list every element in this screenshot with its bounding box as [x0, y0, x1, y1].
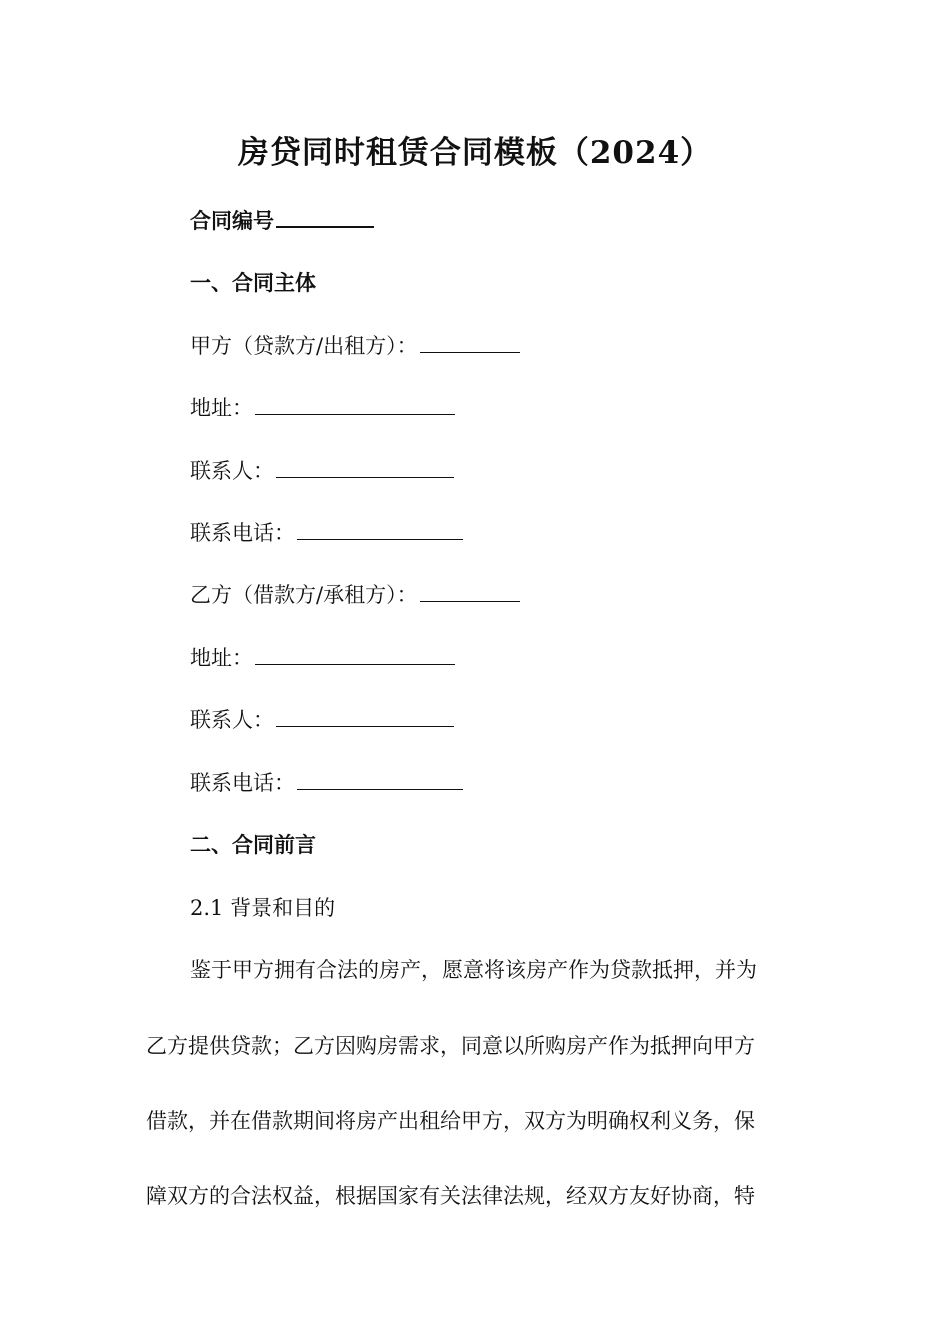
party-a-phone-blank[interactable]: [297, 519, 463, 540]
party-a-contact-blank[interactable]: [276, 457, 454, 478]
preamble-line-3: 借款，并在借款期间将房产出租给甲方，双方为明确权利义务，保: [146, 1109, 755, 1133]
party-b-contact-label: 联系人：: [190, 708, 274, 732]
contract-number-line: [190, 206, 374, 236]
party-b-address-line: [190, 643, 455, 673]
party-a-phone-line: [190, 518, 463, 548]
party-b-contact-blank[interactable]: [276, 706, 454, 727]
party-a-label: 甲方（贷款方/出租方）：: [190, 334, 418, 358]
party-b-label: 乙方（借款方/承租方）：: [190, 583, 418, 607]
party-a-contact-line: [190, 456, 454, 486]
preamble-line-2: 乙方提供贷款；乙方因购房需求，同意以所购房产作为抵押向甲方: [146, 1034, 755, 1058]
party-a-address-line: [190, 393, 455, 423]
party-a-phone-label: 联系电话：: [190, 521, 295, 545]
section-1-heading: 一、合同主体: [190, 270, 316, 295]
contract-number-blank[interactable]: [276, 206, 374, 228]
party-b-phone-line: [190, 768, 463, 798]
preamble-line-1: 鉴于甲方拥有合法的房产，愿意将该房产作为贷款抵押，并为: [190, 958, 757, 982]
party-b-address-label: 地址：: [190, 646, 253, 670]
document-title: 房贷同时租赁合同模板（2024）: [237, 135, 713, 171]
party-a-line: [190, 331, 520, 361]
contract-number-label: 合同编号: [190, 208, 274, 233]
party-b-address-blank[interactable]: [255, 644, 455, 665]
party-b-phone-blank[interactable]: [297, 769, 463, 790]
party-a-address-blank[interactable]: [255, 394, 455, 415]
preamble-line-4: 障双方的合法权益，根据国家有关法律法规，经双方友好协商，特: [146, 1184, 755, 1208]
party-b-blank[interactable]: [420, 581, 520, 602]
subsection-2-1-heading: 2.1 背景和目的: [190, 896, 336, 920]
party-a-address-label: 地址：: [190, 396, 253, 420]
section-2-heading: 二、合同前言: [190, 832, 316, 857]
party-b-line: [190, 580, 520, 610]
party-a-contact-label: 联系人：: [190, 459, 274, 483]
party-b-contact-line: [190, 705, 454, 735]
party-b-phone-label: 联系电话：: [190, 771, 295, 795]
party-a-blank[interactable]: [420, 332, 520, 353]
